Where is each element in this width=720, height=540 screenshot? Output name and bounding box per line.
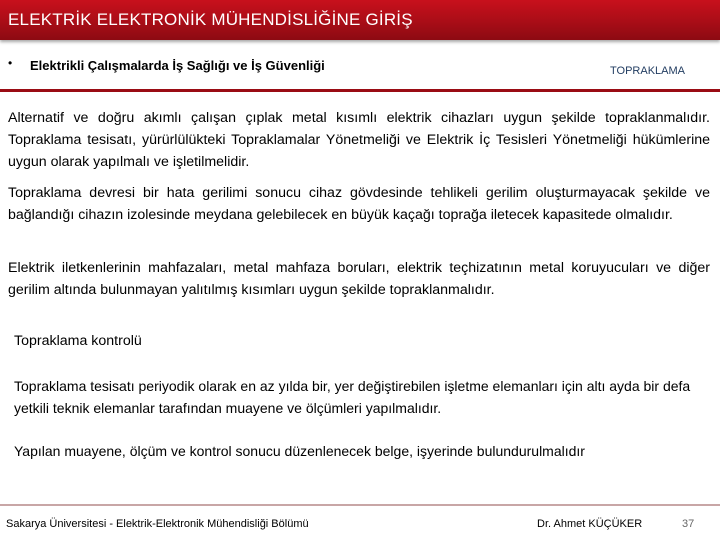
slide-title: ELEKTRİK ELEKTRONİK MÜHENDİSLİĞİNE GİRİŞ — [8, 10, 413, 29]
topic-title: Elektrikli Çalışmalarda İş Sağlığı ve İş Güvenliği — [30, 58, 325, 73]
bullet-icon: • — [8, 56, 13, 70]
footer-divider — [0, 504, 720, 506]
page-number: 37 — [682, 518, 695, 530]
paragraph-grounding-circuit: Topraklama devresi bir hata gerilimi sonucu cihaz gövdesinde tehlikeli gerilim oluşturmayacak şekilde ve bağlandığı cihazın izolesinde meydana gelebilecek en büyük kaçağı toprağa iletecek kapasitede olmalıdır. — [8, 185, 710, 223]
paragraph-enclosures: Elektrik iletkenlerinin mahfazaları, metal mahfaza boruları, elektrik teçhizatının metal koruyucuları ve diğer gerilim altında bulunmayan yalıtılmış kısımları uygun şekilde topraklanmalıdır. — [8, 260, 710, 298]
control-heading: Topraklama kontrolü — [14, 333, 142, 349]
footer-department: Sakarya Üniversitesi - Elektrik-Elektronik Mühendisliği Bölümü — [6, 518, 309, 530]
subheader — [0, 52, 720, 86]
title-bar — [0, 0, 720, 40]
paragraph-documentation: Yapılan muayene, ölçüm ve kontrol sonucu düzenlenecek belge, işyerinde bulundurulmalıdır — [14, 443, 585, 459]
paragraph-inspection-period: Topraklama tesisatı periyodik olarak en az yılda bir, yer değiştirebilen işletme elemanları için altı ayda bir defa yetkili teknik elemanlar tarafından muayene ve ölçümleri yapılmalıdır. — [14, 378, 691, 416]
header-divider — [0, 89, 720, 92]
paragraph-grounding-requirement: Alternatif ve doğru akımlı çalışan çıplak metal kısımlı elektrik cihazları uygun şekilde topraklanmalıdır. Topraklama tesisatı, yürürlülükteki Topraklamalar Yönetmeliği ve Elektrik İç Tesisleri Yönetmeliği hükümlerine uygun olarak yapılmalı ve işletilmelidir. — [8, 110, 710, 170]
footer-author: Dr. Ahmet KÜÇÜKER — [537, 518, 643, 530]
section-tag: TOPRAKLAMA — [610, 65, 685, 77]
